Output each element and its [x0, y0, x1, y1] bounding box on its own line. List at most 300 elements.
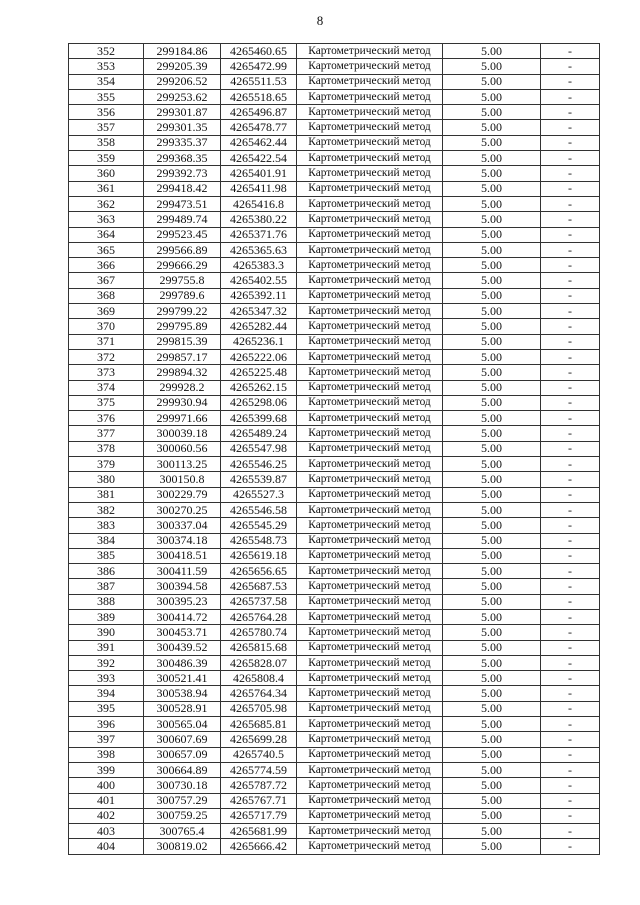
accuracy-cell: 5.00	[443, 533, 541, 548]
method-cell: Картометрический метод	[297, 395, 443, 410]
point-number-cell: 378	[69, 441, 144, 456]
method-cell: Картометрический метод	[297, 151, 443, 166]
method-cell: Картометрический метод	[297, 365, 443, 380]
table-row	[69, 74, 600, 89]
method-cell: Картометрический метод	[297, 44, 443, 59]
description-cell: -	[541, 273, 600, 288]
table-row	[69, 518, 600, 533]
accuracy-cell: 5.00	[443, 212, 541, 227]
point-number-cell: 355	[69, 89, 144, 104]
method-cell: Картометрический метод	[297, 273, 443, 288]
y-coordinate-cell: 4265828.07	[221, 655, 297, 670]
table-row	[69, 671, 600, 686]
y-coordinate-cell: 4265347.32	[221, 304, 297, 319]
x-coordinate-cell: 300819.02	[144, 839, 221, 854]
x-coordinate-cell: 299666.29	[144, 258, 221, 273]
y-coordinate-cell: 4265380.22	[221, 212, 297, 227]
y-coordinate-cell: 4265489.24	[221, 426, 297, 441]
description-cell: -	[541, 533, 600, 548]
table-row	[69, 762, 600, 777]
x-coordinate-cell: 299253.62	[144, 89, 221, 104]
y-coordinate-cell: 4265282.44	[221, 319, 297, 334]
accuracy-cell: 5.00	[443, 793, 541, 808]
x-coordinate-cell: 300664.89	[144, 762, 221, 777]
method-cell: Картометрический метод	[297, 824, 443, 839]
point-number-cell: 377	[69, 426, 144, 441]
accuracy-cell: 5.00	[443, 44, 541, 59]
table-row	[69, 502, 600, 517]
point-number-cell: 397	[69, 732, 144, 747]
point-number-cell: 372	[69, 349, 144, 364]
y-coordinate-cell: 4265383.3	[221, 258, 297, 273]
accuracy-cell: 5.00	[443, 625, 541, 640]
table-row	[69, 273, 600, 288]
x-coordinate-cell: 299755.8	[144, 273, 221, 288]
method-cell: Картометрический метод	[297, 502, 443, 517]
accuracy-cell: 5.00	[443, 548, 541, 563]
method-cell: Картометрический метод	[297, 304, 443, 319]
table-row	[69, 44, 600, 59]
y-coordinate-cell: 4265687.53	[221, 579, 297, 594]
description-cell: -	[541, 441, 600, 456]
y-coordinate-cell: 4265764.28	[221, 609, 297, 624]
method-cell: Картометрический метод	[297, 181, 443, 196]
table-row	[69, 288, 600, 303]
table-row	[69, 196, 600, 211]
x-coordinate-cell: 299392.73	[144, 166, 221, 181]
description-cell: -	[541, 242, 600, 257]
table-row	[69, 732, 600, 747]
description-cell: -	[541, 793, 600, 808]
y-coordinate-cell: 4265478.77	[221, 120, 297, 135]
method-cell: Картометрический метод	[297, 242, 443, 257]
table-row	[69, 411, 600, 426]
point-number-cell: 403	[69, 824, 144, 839]
y-coordinate-cell: 4265399.68	[221, 411, 297, 426]
x-coordinate-cell: 300657.09	[144, 747, 221, 762]
accuracy-cell: 5.00	[443, 839, 541, 854]
x-coordinate-cell: 300337.04	[144, 518, 221, 533]
table-row	[69, 824, 600, 839]
description-cell: -	[541, 824, 600, 839]
description-cell: -	[541, 44, 600, 59]
accuracy-cell: 5.00	[443, 441, 541, 456]
point-number-cell: 388	[69, 594, 144, 609]
x-coordinate-cell: 299523.45	[144, 227, 221, 242]
method-cell: Картометрический метод	[297, 411, 443, 426]
description-cell: -	[541, 151, 600, 166]
y-coordinate-cell: 4265705.98	[221, 701, 297, 716]
y-coordinate-cell: 4265656.65	[221, 564, 297, 579]
description-cell: -	[541, 426, 600, 441]
point-number-cell: 390	[69, 625, 144, 640]
description-cell: -	[541, 701, 600, 716]
accuracy-cell: 5.00	[443, 487, 541, 502]
x-coordinate-cell: 299206.52	[144, 74, 221, 89]
accuracy-cell: 5.00	[443, 747, 541, 762]
description-cell: -	[541, 839, 600, 854]
accuracy-cell: 5.00	[443, 732, 541, 747]
description-cell: -	[541, 74, 600, 89]
description-cell: -	[541, 808, 600, 823]
table-row	[69, 151, 600, 166]
table-row	[69, 839, 600, 854]
y-coordinate-cell: 4265619.18	[221, 548, 297, 563]
x-coordinate-cell: 300528.91	[144, 701, 221, 716]
table-row	[69, 640, 600, 655]
accuracy-cell: 5.00	[443, 135, 541, 150]
description-cell: -	[541, 258, 600, 273]
point-number-cell: 360	[69, 166, 144, 181]
x-coordinate-cell: 299857.17	[144, 349, 221, 364]
y-coordinate-cell: 4265460.65	[221, 44, 297, 59]
x-coordinate-cell: 299799.22	[144, 304, 221, 319]
table-row	[69, 227, 600, 242]
accuracy-cell: 5.00	[443, 686, 541, 701]
accuracy-cell: 5.00	[443, 426, 541, 441]
point-number-cell: 364	[69, 227, 144, 242]
accuracy-cell: 5.00	[443, 671, 541, 686]
method-cell: Картометрический метод	[297, 426, 443, 441]
table-row	[69, 686, 600, 701]
x-coordinate-cell: 300521.41	[144, 671, 221, 686]
x-coordinate-cell: 300395.23	[144, 594, 221, 609]
point-number-cell: 389	[69, 609, 144, 624]
table-row	[69, 258, 600, 273]
description-cell: -	[541, 472, 600, 487]
accuracy-cell: 5.00	[443, 151, 541, 166]
table-row	[69, 105, 600, 120]
table-row	[69, 212, 600, 227]
point-number-cell: 357	[69, 120, 144, 135]
description-cell: -	[541, 609, 600, 624]
x-coordinate-cell: 300730.18	[144, 778, 221, 793]
accuracy-cell: 5.00	[443, 288, 541, 303]
description-cell: -	[541, 579, 600, 594]
x-coordinate-cell: 299205.39	[144, 59, 221, 74]
table-row	[69, 579, 600, 594]
accuracy-cell: 5.00	[443, 120, 541, 135]
page-number: 8	[316, 13, 324, 28]
accuracy-cell: 5.00	[443, 579, 541, 594]
point-number-cell: 399	[69, 762, 144, 777]
x-coordinate-cell: 299815.39	[144, 334, 221, 349]
y-coordinate-cell: 4265774.59	[221, 762, 297, 777]
description-cell: -	[541, 594, 600, 609]
table-row	[69, 120, 600, 135]
table-row	[69, 701, 600, 716]
point-number-cell: 359	[69, 151, 144, 166]
method-cell: Картометрический метод	[297, 334, 443, 349]
x-coordinate-cell: 300229.79	[144, 487, 221, 502]
description-cell: -	[541, 59, 600, 74]
x-coordinate-cell: 300414.72	[144, 609, 221, 624]
table-row	[69, 808, 600, 823]
point-number-cell: 374	[69, 380, 144, 395]
x-coordinate-cell: 299930.94	[144, 395, 221, 410]
method-cell: Картометрический метод	[297, 839, 443, 854]
description-cell: -	[541, 411, 600, 426]
y-coordinate-cell: 4265547.98	[221, 441, 297, 456]
point-number-cell: 373	[69, 365, 144, 380]
coordinates-table-body	[69, 44, 600, 855]
table-row	[69, 242, 600, 257]
description-cell: -	[541, 640, 600, 655]
y-coordinate-cell: 4265298.06	[221, 395, 297, 410]
description-cell: -	[541, 105, 600, 120]
table-row	[69, 365, 600, 380]
method-cell: Картометрический метод	[297, 793, 443, 808]
description-cell: -	[541, 365, 600, 380]
point-number-cell: 363	[69, 212, 144, 227]
table-row	[69, 564, 600, 579]
table-row	[69, 548, 600, 563]
table-row	[69, 472, 600, 487]
point-number-cell: 395	[69, 701, 144, 716]
table-row	[69, 441, 600, 456]
x-coordinate-cell: 300486.39	[144, 655, 221, 670]
accuracy-cell: 5.00	[443, 824, 541, 839]
description-cell: -	[541, 212, 600, 227]
x-coordinate-cell: 300411.59	[144, 564, 221, 579]
x-coordinate-cell: 299418.42	[144, 181, 221, 196]
point-number-cell: 387	[69, 579, 144, 594]
point-number-cell: 365	[69, 242, 144, 257]
method-cell: Картометрический метод	[297, 762, 443, 777]
point-number-cell: 386	[69, 564, 144, 579]
x-coordinate-cell: 300374.18	[144, 533, 221, 548]
y-coordinate-cell: 4265780.74	[221, 625, 297, 640]
description-cell: -	[541, 548, 600, 563]
description-cell: -	[541, 502, 600, 517]
accuracy-cell: 5.00	[443, 808, 541, 823]
table-row	[69, 349, 600, 364]
table-row	[69, 533, 600, 548]
point-number-cell: 375	[69, 395, 144, 410]
accuracy-cell: 5.00	[443, 365, 541, 380]
y-coordinate-cell: 4265717.79	[221, 808, 297, 823]
x-coordinate-cell: 300607.69	[144, 732, 221, 747]
y-coordinate-cell: 4265416.8	[221, 196, 297, 211]
description-cell: -	[541, 288, 600, 303]
accuracy-cell: 5.00	[443, 395, 541, 410]
method-cell: Картометрический метод	[297, 472, 443, 487]
x-coordinate-cell: 300039.18	[144, 426, 221, 441]
method-cell: Картометрический метод	[297, 319, 443, 334]
method-cell: Картометрический метод	[297, 74, 443, 89]
accuracy-cell: 5.00	[443, 564, 541, 579]
y-coordinate-cell: 4265511.53	[221, 74, 297, 89]
method-cell: Картометрический метод	[297, 625, 443, 640]
method-cell: Картометрический метод	[297, 808, 443, 823]
point-number-cell: 353	[69, 59, 144, 74]
point-number-cell: 380	[69, 472, 144, 487]
point-number-cell: 391	[69, 640, 144, 655]
method-cell: Картометрический метод	[297, 120, 443, 135]
x-coordinate-cell: 300538.94	[144, 686, 221, 701]
description-cell: -	[541, 762, 600, 777]
method-cell: Картометрический метод	[297, 671, 443, 686]
method-cell: Картометрический метод	[297, 640, 443, 655]
accuracy-cell: 5.00	[443, 196, 541, 211]
x-coordinate-cell: 299473.51	[144, 196, 221, 211]
method-cell: Картометрический метод	[297, 732, 443, 747]
method-cell: Картометрический метод	[297, 609, 443, 624]
accuracy-cell: 5.00	[443, 181, 541, 196]
y-coordinate-cell: 4265402.55	[221, 273, 297, 288]
y-coordinate-cell: 4265546.25	[221, 457, 297, 472]
accuracy-cell: 5.00	[443, 762, 541, 777]
point-number-cell: 400	[69, 778, 144, 793]
point-number-cell: 368	[69, 288, 144, 303]
table-row	[69, 655, 600, 670]
y-coordinate-cell: 4265808.4	[221, 671, 297, 686]
description-cell: -	[541, 304, 600, 319]
y-coordinate-cell: 4265401.91	[221, 166, 297, 181]
description-cell: -	[541, 135, 600, 150]
method-cell: Картометрический метод	[297, 655, 443, 670]
point-number-cell: 393	[69, 671, 144, 686]
accuracy-cell: 5.00	[443, 304, 541, 319]
point-number-cell: 394	[69, 686, 144, 701]
y-coordinate-cell: 4265546.58	[221, 502, 297, 517]
accuracy-cell: 5.00	[443, 242, 541, 257]
x-coordinate-cell: 300113.25	[144, 457, 221, 472]
description-cell: -	[541, 625, 600, 640]
table-row	[69, 717, 600, 732]
description-cell: -	[541, 181, 600, 196]
point-number-cell: 369	[69, 304, 144, 319]
x-coordinate-cell: 300453.71	[144, 625, 221, 640]
method-cell: Картометрический метод	[297, 701, 443, 716]
method-cell: Картометрический метод	[297, 533, 443, 548]
x-coordinate-cell: 299301.35	[144, 120, 221, 135]
point-number-cell: 392	[69, 655, 144, 670]
description-cell: -	[541, 227, 600, 242]
accuracy-cell: 5.00	[443, 609, 541, 624]
description-cell: -	[541, 564, 600, 579]
y-coordinate-cell: 4265462.44	[221, 135, 297, 150]
y-coordinate-cell: 4265740.5	[221, 747, 297, 762]
y-coordinate-cell: 4265236.1	[221, 334, 297, 349]
method-cell: Картометрический метод	[297, 135, 443, 150]
method-cell: Картометрический метод	[297, 59, 443, 74]
description-cell: -	[541, 166, 600, 181]
y-coordinate-cell: 4265411.98	[221, 181, 297, 196]
point-number-cell: 354	[69, 74, 144, 89]
table-row	[69, 135, 600, 150]
method-cell: Картометрический метод	[297, 487, 443, 502]
point-number-cell: 361	[69, 181, 144, 196]
method-cell: Картометрический метод	[297, 380, 443, 395]
x-coordinate-cell: 300759.25	[144, 808, 221, 823]
method-cell: Картометрический метод	[297, 196, 443, 211]
x-coordinate-cell: 300418.51	[144, 548, 221, 563]
y-coordinate-cell: 4265262.15	[221, 380, 297, 395]
description-cell: -	[541, 671, 600, 686]
method-cell: Картометрический метод	[297, 457, 443, 472]
method-cell: Картометрический метод	[297, 686, 443, 701]
point-number-cell: 366	[69, 258, 144, 273]
method-cell: Картометрический метод	[297, 778, 443, 793]
accuracy-cell: 5.00	[443, 227, 541, 242]
y-coordinate-cell: 4265539.87	[221, 472, 297, 487]
table-row	[69, 487, 600, 502]
y-coordinate-cell: 4265666.42	[221, 839, 297, 854]
x-coordinate-cell: 300270.25	[144, 502, 221, 517]
method-cell: Картометрический метод	[297, 349, 443, 364]
description-cell: -	[541, 395, 600, 410]
accuracy-cell: 5.00	[443, 472, 541, 487]
accuracy-cell: 5.00	[443, 701, 541, 716]
table-row	[69, 609, 600, 624]
table-row	[69, 778, 600, 793]
point-number-cell: 398	[69, 747, 144, 762]
table-row	[69, 334, 600, 349]
table-row	[69, 594, 600, 609]
description-cell: -	[541, 778, 600, 793]
table-row	[69, 304, 600, 319]
point-number-cell: 376	[69, 411, 144, 426]
x-coordinate-cell: 300150.8	[144, 472, 221, 487]
accuracy-cell: 5.00	[443, 655, 541, 670]
x-coordinate-cell: 299368.35	[144, 151, 221, 166]
y-coordinate-cell: 4265392.11	[221, 288, 297, 303]
table-row	[69, 380, 600, 395]
method-cell: Картометрический метод	[297, 564, 443, 579]
accuracy-cell: 5.00	[443, 717, 541, 732]
method-cell: Картометрический метод	[297, 548, 443, 563]
y-coordinate-cell: 4265527.3	[221, 487, 297, 502]
x-coordinate-cell: 299335.37	[144, 135, 221, 150]
description-cell: -	[541, 120, 600, 135]
point-number-cell: 383	[69, 518, 144, 533]
description-cell: -	[541, 518, 600, 533]
accuracy-cell: 5.00	[443, 258, 541, 273]
point-number-cell: 402	[69, 808, 144, 823]
accuracy-cell: 5.00	[443, 640, 541, 655]
point-number-cell: 385	[69, 548, 144, 563]
accuracy-cell: 5.00	[443, 273, 541, 288]
table-row	[69, 457, 600, 472]
description-cell: -	[541, 457, 600, 472]
description-cell: -	[541, 319, 600, 334]
point-number-cell: 379	[69, 457, 144, 472]
y-coordinate-cell: 4265699.28	[221, 732, 297, 747]
description-cell: -	[541, 655, 600, 670]
y-coordinate-cell: 4265518.65	[221, 89, 297, 104]
table-row	[69, 426, 600, 441]
method-cell: Картометрический метод	[297, 105, 443, 120]
y-coordinate-cell: 4265737.58	[221, 594, 297, 609]
x-coordinate-cell: 299795.89	[144, 319, 221, 334]
table-row	[69, 747, 600, 762]
point-number-cell: 358	[69, 135, 144, 150]
description-cell: -	[541, 349, 600, 364]
point-number-cell: 352	[69, 44, 144, 59]
accuracy-cell: 5.00	[443, 74, 541, 89]
description-cell: -	[541, 487, 600, 502]
method-cell: Картометрический метод	[297, 212, 443, 227]
table-row	[69, 166, 600, 181]
table-row	[69, 793, 600, 808]
point-number-cell: 382	[69, 502, 144, 517]
method-cell: Картометрический метод	[297, 227, 443, 242]
x-coordinate-cell: 299489.74	[144, 212, 221, 227]
accuracy-cell: 5.00	[443, 89, 541, 104]
table-row	[69, 625, 600, 640]
accuracy-cell: 5.00	[443, 778, 541, 793]
